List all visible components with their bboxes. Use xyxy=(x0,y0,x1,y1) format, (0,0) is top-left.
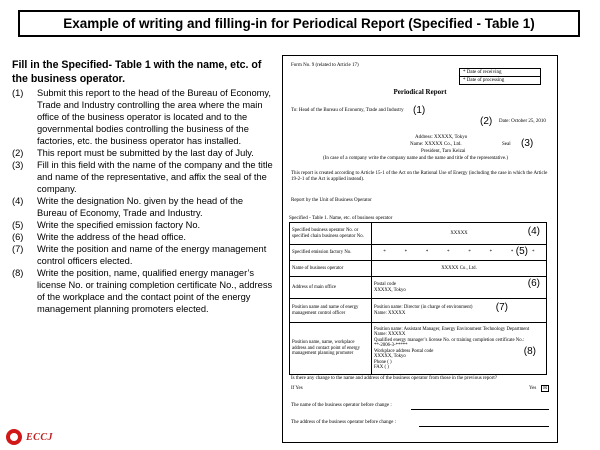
factory-digit: * xyxy=(510,249,514,255)
list-item xyxy=(12,159,274,195)
table-caption: Specified - Table 1. Name, etc. of business operator xyxy=(289,216,393,221)
row-label: Specified business operator No. or specified chain business operator No. xyxy=(290,223,372,245)
list-item xyxy=(12,147,274,159)
postal-code-label: Postal code xyxy=(374,282,396,287)
factory-digit: * xyxy=(532,249,535,255)
change-question: Is there any change to the name and address of the business operator from those in the previous report? xyxy=(291,376,498,381)
before-address-line xyxy=(419,426,549,427)
form-title: Periodical Report xyxy=(393,88,447,96)
item-text: Write the designation No. given by the head of the Bureau of Economy, Trade and Industry. xyxy=(37,196,244,218)
item-text: Write the position, name, qualified energy manager’s license No. or training completion certificate No., address of the workplace and the contact point of the energy management planning promoters elected. xyxy=(37,268,273,314)
main-office-address: XXXXX, Tokyo xyxy=(374,287,406,293)
instructions-list xyxy=(12,87,274,315)
receipt-box xyxy=(459,68,541,85)
list-item xyxy=(12,87,274,147)
control-officer-cell xyxy=(372,299,547,323)
instructions-panel xyxy=(12,58,274,315)
receipt-date-processing: * Date of processing xyxy=(463,78,505,83)
table-row xyxy=(290,323,547,375)
before-address-label: The address of the business operator before change : xyxy=(291,420,396,425)
table-row xyxy=(290,299,547,323)
item-text: Submit this report to the head of the Bureau of Economy, Trade and Industry controlling the area where the main office of the business operator is located and to the governmental bodies controlling the business of the factories, etc. the business operator has installed. xyxy=(37,88,271,146)
form-number: Form No. 9 (related to Article 17) xyxy=(291,63,359,68)
item-text: This report must be submitted by the last day of July. xyxy=(37,148,254,158)
factory-digit: * xyxy=(383,249,386,255)
factory-digit: * xyxy=(468,249,471,255)
planning-promoter-cell xyxy=(372,323,547,375)
promoter-line: **-2006-3-***** xyxy=(374,343,408,348)
designation-no-cell xyxy=(372,223,547,245)
item-text: Write the specified emission factory No. xyxy=(37,220,201,230)
before-name-label: The name of the business operator before change : xyxy=(291,403,392,408)
promoter-line: XXXXX, Tokyo xyxy=(374,354,406,359)
item-text: Fill in this field with the name of the company and the title and name of the representative, and affix the seal of the company. xyxy=(37,160,273,194)
promoter-line: Name: XXXXX xyxy=(374,332,406,337)
promoter-line: Qualified energy manager’s license No. or training completion certificate No.: xyxy=(374,337,525,343)
company-note: (In case of a company write the company name and the name and title of the representative.) xyxy=(323,156,509,161)
marker-5: (5) xyxy=(515,246,528,257)
operator-address: Address: XXXXX, Tokyo xyxy=(415,135,468,140)
instructions-heading: Fill in the Specified- Table 1 with the name, etc. of the business operator. xyxy=(12,59,262,85)
marker-2: (2) xyxy=(480,116,493,127)
marker-1: (1) xyxy=(413,105,426,116)
operator-table xyxy=(289,222,547,375)
operator-name: Name: XXXXX Co., Ltd. xyxy=(410,142,462,147)
item-number: (8) xyxy=(12,268,24,278)
list-item xyxy=(12,195,274,219)
marker-6: (6) xyxy=(527,278,540,289)
eccj-logo-text: ECCJ xyxy=(26,431,54,443)
report-unit: Report by the Unit of Business Operator xyxy=(291,198,372,203)
row-label: Position name and name of energy management control officer xyxy=(290,299,372,323)
item-number: (4) xyxy=(12,196,24,206)
item-number: (6) xyxy=(12,232,24,242)
table-row xyxy=(290,223,547,245)
promoter-line: Phone ( ) xyxy=(374,359,392,365)
addressee: To: Head of the Bureau of Economy, Trade and Industry xyxy=(291,108,404,113)
seal-label: Seal xyxy=(502,142,511,147)
list-item xyxy=(12,219,274,231)
control-officer-name: Name: XXXXX xyxy=(374,310,406,316)
item-number: (1) xyxy=(12,88,24,98)
president-name: President, Taro Keizai xyxy=(421,149,466,154)
row-label: Address of main office xyxy=(290,277,372,299)
marker-7: (7) xyxy=(495,302,508,313)
factory-digit: * xyxy=(489,249,493,255)
before-name-line xyxy=(411,409,549,410)
yes-label: Yes xyxy=(529,386,537,391)
factory-digit: * xyxy=(447,249,450,255)
factory-no-cell xyxy=(372,245,547,261)
item-text: Write the position and name of the energy management control officers elected. xyxy=(37,244,267,266)
promoter-line: Position name: Assistant Manager, Energy Environment Technology Department xyxy=(374,326,530,332)
list-item xyxy=(12,243,274,267)
eccj-logo xyxy=(6,429,53,445)
operator-name-value: XXXXX Co., Ltd. xyxy=(372,261,547,277)
item-number: (3) xyxy=(12,160,24,170)
report-date: Date: October 25, 2010 xyxy=(499,119,546,124)
if-yes-label: If Yes xyxy=(291,386,303,391)
main-office-cell xyxy=(372,277,547,299)
designation-no-value: XXXXX xyxy=(450,230,468,236)
eccj-logo-icon xyxy=(6,429,22,445)
periodical-report-form xyxy=(282,55,558,443)
promoter-line: Workplace address Postal code xyxy=(374,348,434,354)
factory-digit: * xyxy=(425,249,429,255)
marker-8: (8) xyxy=(523,346,536,357)
control-officer-position: Position name: Director (in charge of environment) xyxy=(374,305,473,310)
promoter-line: FAX ( ) xyxy=(374,365,389,370)
row-label: Position name, name, workplace address and contact point of energy management planning promoter xyxy=(290,323,372,375)
yes-checkbox[interactable]: ☒ xyxy=(542,386,548,391)
marker-4: (4) xyxy=(527,226,540,237)
row-label: Specified emission factory No. xyxy=(290,245,372,261)
statement: This report is created according to Article 15-1 of the Act on the Rational Use of Energy (including the case in which the Article 19-2-1 of the Act is applied instead). xyxy=(291,171,548,182)
table-row xyxy=(290,261,547,277)
item-number: (2) xyxy=(12,148,24,158)
slide-title-box xyxy=(18,10,580,37)
table-row xyxy=(290,277,547,299)
item-number: (5) xyxy=(12,220,24,230)
item-number: (7) xyxy=(12,244,24,254)
marker-3: (3) xyxy=(521,138,534,149)
receipt-date-receiving: * Date of receiving xyxy=(460,69,540,77)
list-item xyxy=(12,231,274,243)
row-label: Name of business operator xyxy=(290,261,372,277)
slide-title: Example of writing and filling-in for Periodical Report (Specified - Table 1) xyxy=(63,16,535,31)
list-item xyxy=(12,267,274,315)
factory-digit: * xyxy=(404,249,408,255)
item-text: Write the address of the head office. xyxy=(37,232,187,242)
table-row xyxy=(290,245,547,261)
